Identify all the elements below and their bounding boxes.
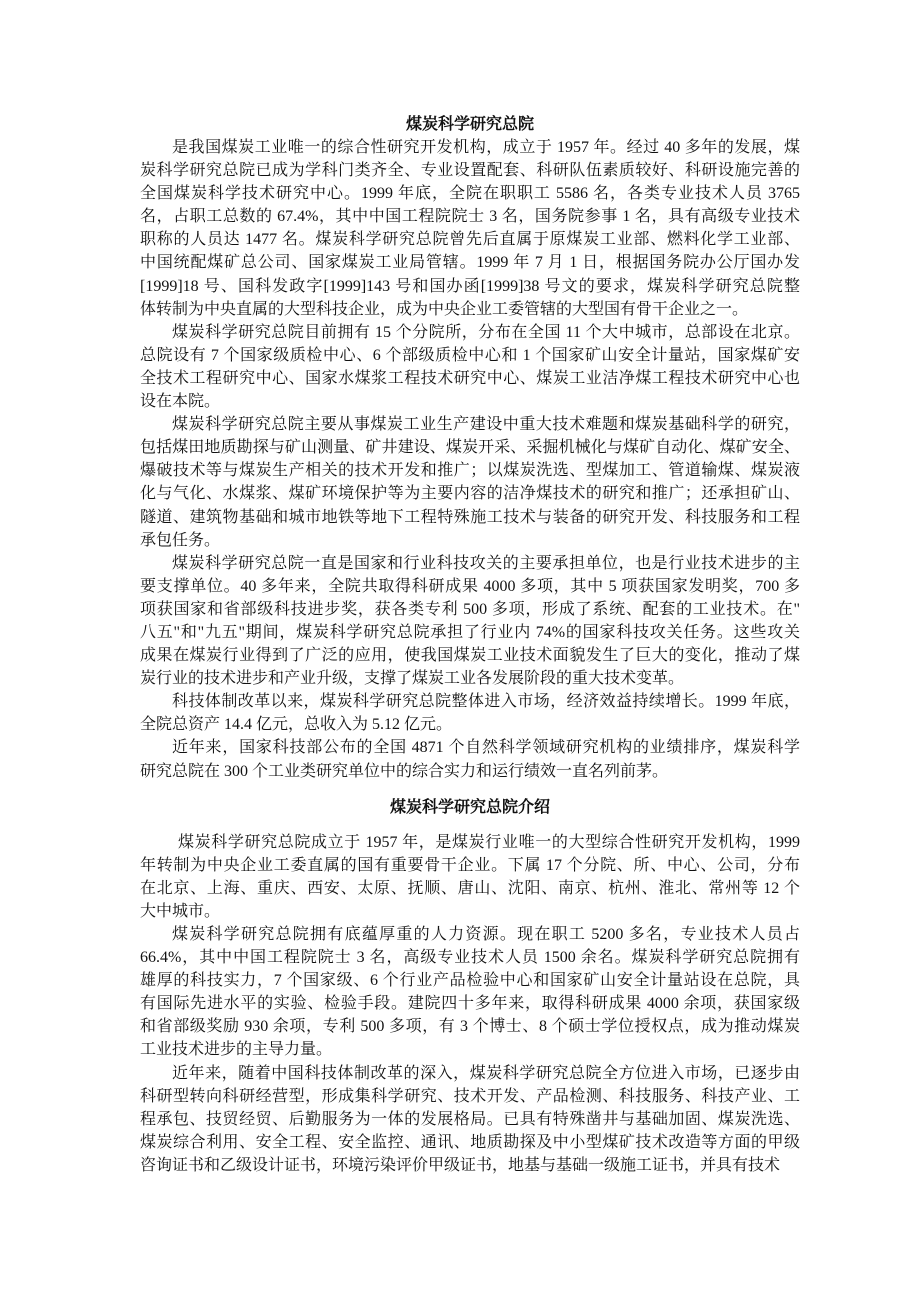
paragraph xyxy=(140,321,800,413)
text-line: 炭行业的技术进步和产业升级，支撑了煤炭工业各发展阶段的重大技术变革。 xyxy=(140,670,685,688)
text-line: 科技体制改革以来，煤炭科学研究总院整体进入市场，经济效益持续增长。1999 年底， xyxy=(172,693,800,711)
text-line: 雄厚的科技实力，7 个国家级、6 个行业产品检验中心和国家矿山安全计量站设在总院，具 xyxy=(140,972,800,990)
text-line: 近年来，随着中国科技体制改革的深入，煤炭科学研究总院全方位进入市场，已逐步由 xyxy=(172,1064,800,1082)
text-line: 程承包、技贸经贸、后勤服务为一体的发展格局。已具有特殊凿井与基础加固、煤炭洗选、 xyxy=(140,1110,800,1128)
text-line: 隧道、建筑物基础和城市地铁等地下工程特殊施工技术与装备的研究开发、科技服务和工程 xyxy=(140,508,800,526)
document-title: 煤炭科学研究总院 xyxy=(405,116,534,133)
text-line: 煤炭科学研究总院主要从事煤炭工业生产建设中重大技术难题和煤炭基础科学的研究， xyxy=(172,416,800,434)
text-line: 煤炭科学研究总院目前拥有 15 个分院所，分布在全国 11 个大中城市，总部设在北京。 xyxy=(172,323,800,341)
text-line: 66.4%，其中中国工程院院士 3 名，高级专业技术人员 1500 余名。煤炭科学研究总院拥有 xyxy=(140,949,800,967)
text-line: 有国际先进水平的实验、检验手段。建院四十多年来，取得科研成果 4000 余项，获国家级 xyxy=(140,995,800,1013)
text-line: 成果在煤炭行业得到了广泛的应用，使我国煤炭工业技术面貌发生了巨大的变化，推动了煤 xyxy=(140,647,800,665)
text-line: 承包任务。 xyxy=(140,531,221,549)
paragraph xyxy=(140,923,800,1062)
section-2 xyxy=(140,831,800,1177)
text-line: 大中城市。 xyxy=(140,902,221,920)
text-line: 全国煤炭科学技术研究中心。1999 年底，全院在职职工 5586 名，各类专业技术人员 3765 xyxy=(140,185,800,203)
section-title: 煤炭科学研究总院介绍 xyxy=(389,798,550,816)
text-line: 化与气化、水煤浆、煤矿环境保护等为主要内容的洁净煤技术的研究和推广；还承担矿山、 xyxy=(140,485,800,503)
text-line: 中国统配煤矿总公司、国家煤炭工业局管辖。1999 年 7 月 1 日，根据国务院办公厅国办发 xyxy=(140,254,800,272)
text-line: 名，占职工总数的 67.4%，其中中国工程院院士 3 名，国务院参事 1 名，具有高级专业技术 xyxy=(140,208,800,226)
text-line: [1999]18 号、国科发政字[1999]143 号和国办函[1999]38 号文的要求，煤炭科学研究总院整 xyxy=(140,277,800,295)
text-line: 年转制为中央企业工委直属的国有重要骨干企业。下属 17 个分院、所、中心、公司，分布 xyxy=(140,856,800,874)
text-line: 煤炭综合利用、安全工程、安全监控、通讯、地质勘探及中小型煤矿技术改造等方面的甲级 xyxy=(140,1133,800,1151)
text-line: 是我国煤炭工业唯一的综合性研究开发机构，成立于 1957 年。经过 40 多年的发展，煤 xyxy=(172,139,800,156)
paragraph xyxy=(140,736,800,782)
text-line: 爆破技术等与煤炭生产相关的技术开发和推广；以煤炭洗选、型煤加工、管道输煤、煤炭液 xyxy=(140,462,800,480)
text-line: 包括煤田地质勘探与矿山测量、矿井建设、煤炭开采、采掘机械化与煤矿自动化、煤矿安全、 xyxy=(140,439,800,457)
text-line: 八五"和"九五"期间，煤炭科学研究总院承担了行业内 74%的国家科技攻关任务。这些攻关 xyxy=(140,623,800,641)
text-line: 咨询证书和乙级设计证书，环境污染评价甲级证书，地基与基础一级施工证书，并具有技术 xyxy=(140,1156,781,1174)
text-line: 和省部级奖励 930 余项，专利 500 多项，有 3 个博士、8 个硕士学位授权点，成为推动煤炭 xyxy=(140,1018,800,1036)
text-line: 工业技术进步的主导力量。 xyxy=(140,1041,333,1059)
text-line: 职称的人员达 1477 名。煤炭科学研究总院曾先后直属于原煤炭工业部、燃料化学工业部、 xyxy=(140,231,800,249)
text-line: 煤炭科学研究总院拥有底蕴厚重的人力资源。现在职工 5200 多名，专业技术人员占 xyxy=(172,926,800,943)
text-line: 煤炭科学研究总院一直是国家和行业科技攻关的主要承担单位，也是行业技术进步的主 xyxy=(172,554,800,572)
paragraph xyxy=(140,1062,800,1177)
paragraph xyxy=(140,136,800,321)
paragraph xyxy=(140,413,800,552)
text-line: 近年来，国家科技部公布的全国 4871 个自然科学领域研究机构的业绩排序，煤炭科学 xyxy=(172,739,800,757)
text-line: 体转制为中央直属的大型科技企业，成为中央企业工委管辖的大型国有骨干企业之一。 xyxy=(140,300,749,318)
paragraph xyxy=(140,831,800,923)
text-line: 在北京、上海、重庆、西安、太原、抚顺、唐山、沈阳、南京、杭州、淮北、常州等 12 个 xyxy=(140,879,800,897)
document-page xyxy=(140,113,800,1177)
paragraph xyxy=(140,552,800,691)
text-line: 总院设有 7 个国家级质检中心、6 个部级质检中心和 1 个国家矿山安全计量站，国家煤矿安 xyxy=(140,346,800,364)
text-line: 煤炭科学研究总院成立于 1957 年，是煤炭行业唯一的大型综合性研究开发机构，1999 xyxy=(178,833,800,851)
text-line: 全院总资产 14.4 亿元，总收入为 5.12 亿元。 xyxy=(140,716,453,734)
text-line: 要支撑单位。40 多年来，全院共取得科研成果 4000 多项，其中 5 项获国家发明奖，700 多 xyxy=(140,577,800,595)
text-line: 全技术工程研究中心、国家水煤浆工程技术研究中心、煤炭工业洁净煤工程技术研究中心也 xyxy=(140,369,800,387)
text-line: 研究总院在 300 个工业类研究单位中的综合实力和运行绩效一直名列前茅。 xyxy=(140,762,669,780)
paragraph xyxy=(140,690,800,736)
text-line: 炭科学研究总院已成为学科门类齐全、专业设置配套、科研队伍素质较好、科研设施完善的 xyxy=(140,162,800,180)
text-line: 项获国家和省部级科技进步奖，获各类专利 500 多项，形成了系统、配套的工业技术。在" xyxy=(140,600,800,618)
section-1 xyxy=(140,136,800,783)
text-line: 设在本院。 xyxy=(140,393,221,411)
text-line: 科研型转向科研经营型，形成集科学研究、技术开发、产品检测、科技服务、科技产业、工 xyxy=(140,1087,800,1105)
